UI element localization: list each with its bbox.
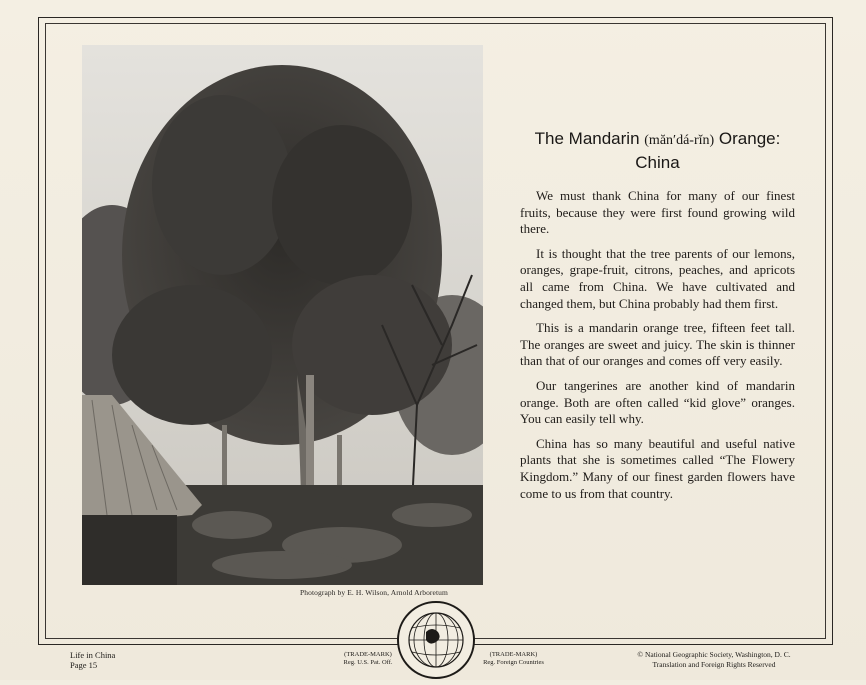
paragraph: This is a mandarin orange tree, fifteen feet tall. The oranges are sweet and juicy. The skin is thinner than that of our oranges and comes off very easily. (520, 320, 795, 369)
footer-series-info (70, 650, 115, 670)
page-number: Page 15 (70, 660, 98, 670)
paragraph: China has so many beautiful and useful native plants that she is sometimes called “The Flowery Kingdom.” Many of our finest garden flowers have come to us from that country. (520, 435, 795, 501)
copyright-notice (604, 650, 824, 669)
article-title (520, 128, 795, 174)
trademark-foreign (476, 651, 551, 667)
copyright-line2: Translation and Foreign Rights Reserved (652, 659, 776, 669)
trademark-us-line1: (TRADE-MARK) (344, 651, 392, 658)
trademark-us (338, 651, 398, 667)
article (520, 128, 795, 510)
paragraph: We must thank China for many of our finest fruits, because they were first found growing wild there. (520, 188, 795, 237)
paragraph: It is thought that the tree parents of our lemons, oranges, grape-fruit, citrons, peaches, and apricots all came from China. We have cultivated and changed them, but China probably had them first. (520, 245, 795, 311)
copyright-line1: © National Geographic Society, Washington, D. C. (637, 650, 791, 659)
trademark-us-line2: Reg. U.S. Pat. Off. (343, 659, 393, 666)
national-geographic-seal-icon (396, 600, 476, 680)
pronunciation: (măn′dá-rĭn) (644, 133, 715, 148)
mandarin-tree-photo (82, 45, 483, 585)
paragraph: Our tangerines are another kind of mandarin orange. Both are often called “kid glove” oranges. You can easily tell why. (520, 377, 795, 427)
trademark-foreign-line1: (TRADE-MARK) (489, 651, 538, 658)
photo-illustration (82, 45, 483, 585)
series-title: Life in China (70, 650, 116, 660)
title-part-1: The Mandarin (534, 129, 640, 148)
trademark-foreign-line2: Reg. Foreign Countries (483, 659, 544, 666)
title-line-2: China (635, 153, 680, 172)
title-part-2: Orange: (718, 129, 781, 148)
photo-credit: Photograph by E. H. Wilson, Arnold Arboretum (300, 588, 448, 597)
